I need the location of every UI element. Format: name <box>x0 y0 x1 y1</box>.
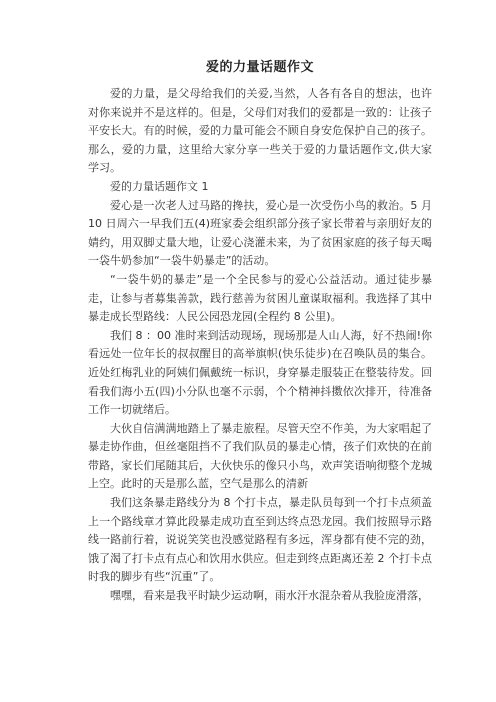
section-heading: 爱的力量话题作文 1 <box>110 179 209 193</box>
body-paragraph: “一袋牛奶的暴走”是一个全民参与的爱心公益活动。通过徒步暴走，让参与者募集善款，践行慈善为贫困儿童谋取福利。我选择了其中暴走成长型路线：人民公园恐龙园(全程约 8 公里)。 <box>88 272 432 324</box>
body-paragraph: 爱心是一次老人过马路的搀扶，爱心是一次受伤小鸟的救治。5 月 10 日周六一早我们五(4)班家委会组织部分孩子家长带着与亲朋好友的婧约，用双脚丈量大地，让爱心浇灌未来，为了贫困家庭的孩子每天喝一袋牛奶参加“一袋牛奶暴走”的活动。 <box>88 198 432 268</box>
body-paragraph: 我们这条暴走路线分为 8 个打卡点，暴走队员每到一个打卡点须盖上一个路线章才算此段暴走成功直至到达终点恐龙园。我们按照导示路线一路前行着，说说笑笑也没感觉路程有多远，浑身都有使不完的劲，饿了渴了打卡点有点心和饮用水供应。但走到终点距离还差 2 个打卡点时我的脚步有些“沉重”了。 <box>88 496 432 584</box>
intro-paragraph: 爱的力量，是父母给我们的关爱,当然，人各有各自的想法，也许对你来说并不是这样的。但是，父母们对我们的爱都是一致的：让孩子平安长大。有的时候，爱的力量可能会不顾自身安危保护自己的孩子。那么，爱的力量，这里给大家分享一些关于爱的力量话题作文,供大家学习。 <box>88 87 432 175</box>
document-title: 爱的力量话题作文 <box>205 60 314 75</box>
body-paragraph: 我们 8 ：00 准时来到活动现场，现场那是人山人海，好不热闹!你看远处一位年长的叔叔醒目的高举旗帜(快乐徒步)在召唤队员的集合。近处红梅乳业的阿姨们佩戴统一标识，身穿暴走服装正在整装待发。回看我们海小五(四)小分队也毫不示弱，个个精神抖擞依次排开，待准备工作一切就绪后。 <box>88 328 432 417</box>
body-paragraph: 大伙自信满满地踏上了暴走旅程。尽管天空不作美，为大家唱起了暴走协作曲，但丝毫阻挡不了我们队员的暴走心情，孩子们欢快的在前带路，家长们尾随其后，大伙快乐的像只小鸟，欢声笑语响彻整个龙城上空。此时的天是那么蓝，空气是那么的清新 <box>88 421 432 491</box>
body-paragraph: 嘿嘿，看来是我平时缺少运动啊，雨水汗水混杂着从我脸庞滑落， <box>110 589 429 603</box>
